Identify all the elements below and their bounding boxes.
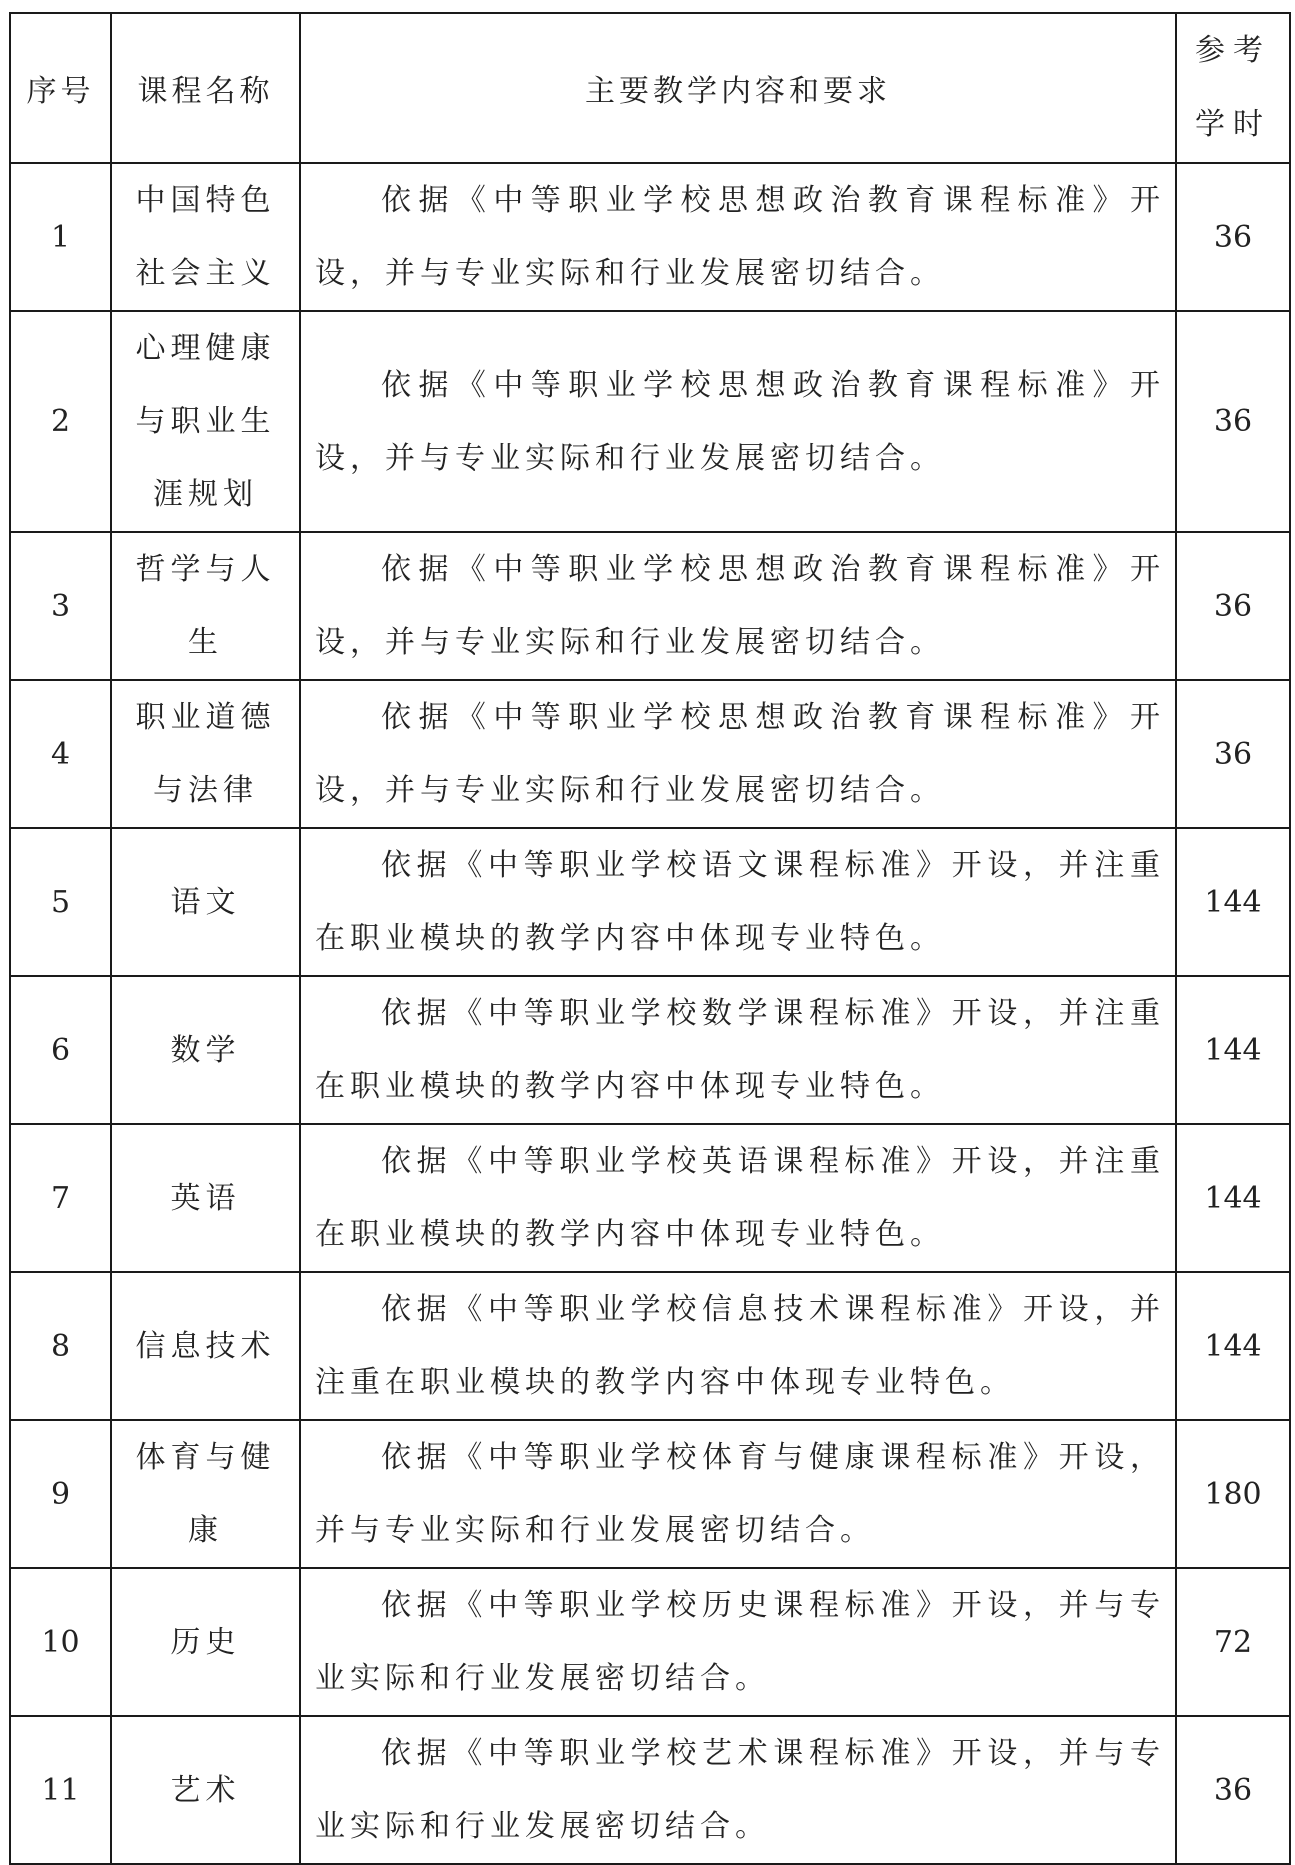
course-hours: 36 bbox=[1176, 311, 1290, 532]
course-description-text: 依据《中等职业学校思想政治教育课程标准》开设，并与专业实际和行业发展密切结合。 bbox=[315, 700, 1165, 808]
course-name: 数学 bbox=[111, 976, 300, 1124]
course-name: 哲学与人生 bbox=[111, 532, 300, 680]
header-content-requirements: 主要教学内容和要求 bbox=[300, 13, 1176, 163]
course-table bbox=[9, 12, 1291, 1865]
course-hours: 36 bbox=[1176, 163, 1290, 311]
row-number: 2 bbox=[10, 311, 111, 532]
table-header-row bbox=[10, 13, 1290, 163]
header-reference-hours: 参考学时 bbox=[1176, 13, 1290, 163]
course-hours: 144 bbox=[1176, 976, 1290, 1124]
course-description bbox=[300, 680, 1176, 828]
course-hours: 144 bbox=[1176, 1272, 1290, 1420]
table-row bbox=[10, 532, 1290, 680]
course-hours: 144 bbox=[1176, 828, 1290, 976]
course-description-text: 依据《中等职业学校体育与健康课程标准》开设，并与专业实际和行业发展密切结合。 bbox=[315, 1440, 1165, 1548]
course-hours: 72 bbox=[1176, 1568, 1290, 1716]
row-number: 6 bbox=[10, 976, 111, 1124]
row-number: 9 bbox=[10, 1420, 111, 1568]
course-description-text: 依据《中等职业学校艺术课程标准》开设，并与专业实际和行业发展密切结合。 bbox=[315, 1736, 1165, 1844]
course-description-text: 依据《中等职业学校信息技术课程标准》开设，并注重在职业模块的教学内容中体现专业特色。 bbox=[315, 1292, 1165, 1400]
row-number: 5 bbox=[10, 828, 111, 976]
row-number: 8 bbox=[10, 1272, 111, 1420]
course-name: 职业道德与法律 bbox=[111, 680, 300, 828]
course-name: 语文 bbox=[111, 828, 300, 976]
course-description-text: 依据《中等职业学校思想政治教育课程标准》开设，并与专业实际和行业发展密切结合。 bbox=[315, 367, 1165, 476]
course-name: 艺术 bbox=[111, 1716, 300, 1864]
row-number: 10 bbox=[10, 1568, 111, 1716]
course-name: 心理健康与职业生涯规划 bbox=[111, 311, 300, 532]
course-description-text: 依据《中等职业学校语文课程标准》开设，并注重在职业模块的教学内容中体现专业特色。 bbox=[315, 848, 1165, 956]
course-description bbox=[300, 163, 1176, 311]
table-row bbox=[10, 1568, 1290, 1716]
course-hours: 180 bbox=[1176, 1420, 1290, 1568]
row-number: 1 bbox=[10, 163, 111, 311]
course-hours: 36 bbox=[1176, 1716, 1290, 1864]
course-description bbox=[300, 311, 1176, 532]
course-name: 信息技术 bbox=[111, 1272, 300, 1420]
row-number: 3 bbox=[10, 532, 111, 680]
table-row bbox=[10, 680, 1290, 828]
table-row bbox=[10, 1272, 1290, 1420]
table-row bbox=[10, 1124, 1290, 1272]
course-hours: 36 bbox=[1176, 680, 1290, 828]
row-number: 7 bbox=[10, 1124, 111, 1272]
course-description bbox=[300, 1124, 1176, 1272]
table-row bbox=[10, 828, 1290, 976]
course-description bbox=[300, 532, 1176, 680]
table-row bbox=[10, 311, 1290, 532]
course-description-text: 依据《中等职业学校历史课程标准》开设，并与专业实际和行业发展密切结合。 bbox=[315, 1588, 1165, 1696]
course-description bbox=[300, 828, 1176, 976]
course-description-text: 依据《中等职业学校数学课程标准》开设，并注重在职业模块的教学内容中体现专业特色。 bbox=[315, 996, 1165, 1104]
course-description bbox=[300, 1272, 1176, 1420]
table-row bbox=[10, 163, 1290, 311]
row-number: 4 bbox=[10, 680, 111, 828]
table-row bbox=[10, 1420, 1290, 1568]
course-description-text: 依据《中等职业学校思想政治教育课程标准》开设，并与专业实际和行业发展密切结合。 bbox=[315, 183, 1165, 291]
header-number: 序号 bbox=[10, 13, 111, 163]
course-hours: 36 bbox=[1176, 532, 1290, 680]
course-document bbox=[9, 12, 1289, 1865]
course-name: 英语 bbox=[111, 1124, 300, 1272]
course-description-text: 依据《中等职业学校英语课程标准》开设，并注重在职业模块的教学内容中体现专业特色。 bbox=[315, 1144, 1165, 1252]
course-name: 历史 bbox=[111, 1568, 300, 1716]
course-description bbox=[300, 1568, 1176, 1716]
course-description bbox=[300, 1420, 1176, 1568]
course-hours: 144 bbox=[1176, 1124, 1290, 1272]
header-course-name: 课程名称 bbox=[111, 13, 300, 163]
course-name: 体育与健康 bbox=[111, 1420, 300, 1568]
course-name: 中国特色社会主义 bbox=[111, 163, 300, 311]
row-number: 11 bbox=[10, 1716, 111, 1864]
course-description-text: 依据《中等职业学校思想政治教育课程标准》开设，并与专业实际和行业发展密切结合。 bbox=[315, 552, 1165, 660]
course-description bbox=[300, 976, 1176, 1124]
table-row bbox=[10, 976, 1290, 1124]
